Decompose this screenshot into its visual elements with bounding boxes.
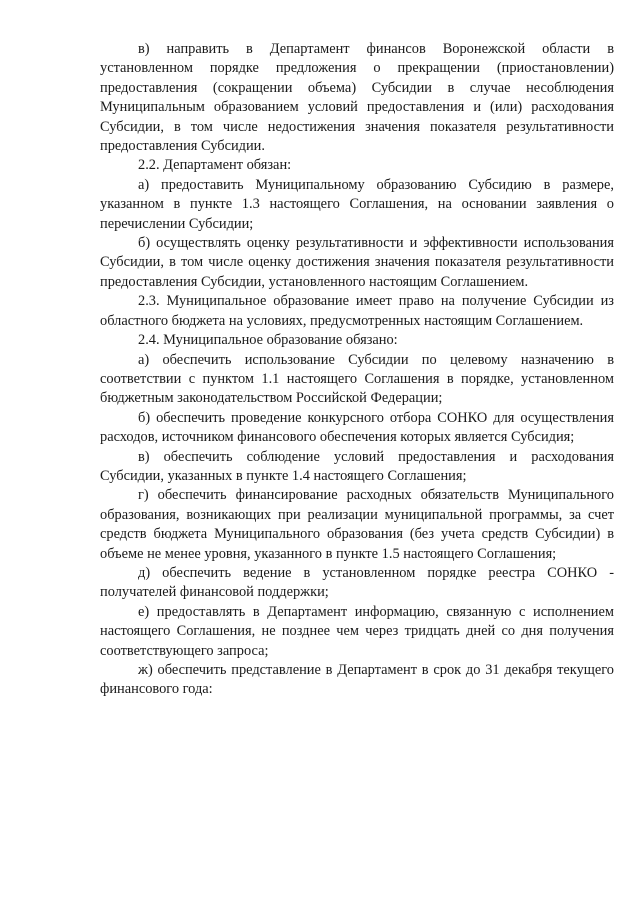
paragraph-2-3: 2.3. Муниципальное образование имеет право на получение Субсидии из областного бюджета на условиях, предусмотренных настоящим Соглашением. <box>100 293 614 329</box>
paragraph-2-4-g: г) обеспечить финансирование расходных обязательств Муниципального образования, возникающих при реализации муниципальной программы, за счет средств бюджета Муниципального образования (без учета средств Субсидии) в объеме не менее уровня, указанного в пункте 1.5 настоящего Соглашения; <box>100 487 614 562</box>
paragraph-2-2-b: б) осуществлять оценку результативности и эффективности использования Субсидии, в том числе оценку достижения значения показателя результативности предоставления Субсидии, установленного настоящим Соглашением. <box>100 235 614 290</box>
paragraph-clause-v-finance-dept: в) направить в Департамент финансов Воронежской области в установленном порядке предложения о прекращении (приостановлении) предоставления (сокращении объема) Субсидии в случае несоблюдения Муниципальным образованием условий предоставления и (или) расходования Субсидии, в том числе недостижения значения показателя результативности предоставления Субсидии. <box>100 41 614 155</box>
paragraph-2-4-v: в) обеспечить соблюдение условий предоставления и расходования Субсидии, указанных в пункте 1.4 настоящего Соглашения; <box>100 448 614 484</box>
paragraph-2-4-zh: ж) обеспечить представление в Департамент в срок до 31 декабря текущего финансового года: <box>100 662 614 698</box>
paragraph-2-4-a: а) обеспечить использование Субсидии по целевому назначению в соответствии с пунктом 1.1 настоящего Соглашения в порядке, установленном бюджетным законодательством Российской Федерации; <box>100 351 614 407</box>
paragraph-2-4-b: б) обеспечить проведение конкурсного отбора СОНКО для осуществления расходов, источником финансового обеспечения которых является Субсидия; <box>100 409 614 446</box>
paragraph-2-4-e: е) предоставлять в Департамент информацию, связанную с исполнением настоящего Соглашения, не позднее чем через тридцать дней со дня получения соответствующего запроса; <box>100 603 614 659</box>
paragraph-2-4-heading: 2.4. Муниципальное образование обязано: <box>138 332 398 349</box>
paragraph-2-4-d: д) обеспечить ведение в установленном порядке реестра СОНКО - получателей финансовой поддержки; <box>100 564 614 601</box>
paragraph-2-2-heading: 2.2. Департамент обязан: <box>138 157 292 174</box>
paragraph-2-2-a: а) предоставить Муниципальному образованию Субсидию в размере, указанном в пункте 1.3 настоящего Соглашения, на основании заявления о перечислении Субсидии; <box>100 176 614 232</box>
document-page <box>100 40 614 700</box>
